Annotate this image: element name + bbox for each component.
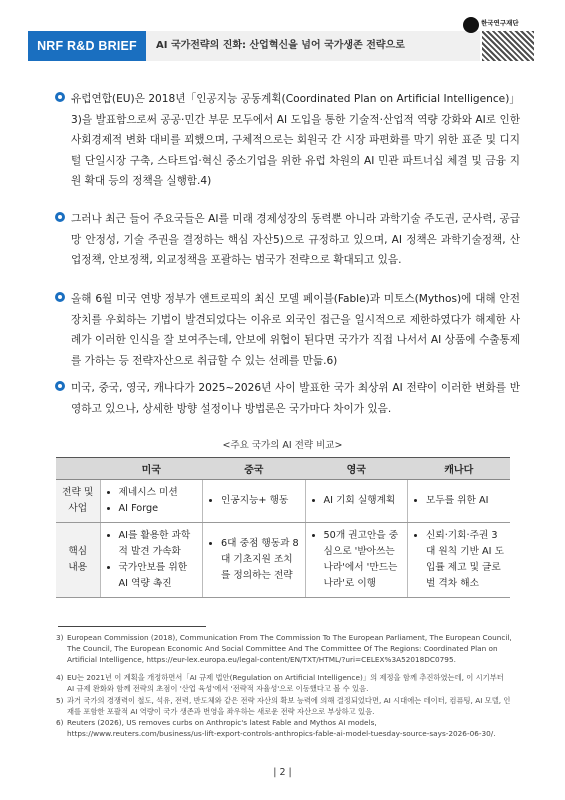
bullet-icon	[55, 292, 65, 302]
cell-list-item: • 인공지능+ 행동	[221, 493, 301, 509]
row-header-line: 전략 및	[62, 487, 94, 498]
cell-list-item: • 제네시스 미션	[119, 485, 199, 501]
table-cell	[203, 523, 306, 598]
header-title: AI 국가전략의 진화: 산업혁신을 넘어 국가생존 전략으로	[156, 40, 405, 51]
bullet-item	[55, 209, 520, 271]
table-cell	[305, 523, 408, 598]
cell-list-item: • AI를 활용한 과학적 발견 가속화	[119, 528, 199, 560]
table-header-row	[56, 458, 510, 480]
header-bar	[28, 31, 480, 61]
cell-list-item: • AI 기회 실행계획	[324, 493, 404, 509]
table-row	[56, 523, 510, 598]
row-header-line: 사업	[68, 503, 88, 514]
cell-list	[105, 485, 199, 517]
bullet-icon	[55, 212, 65, 222]
cell-list-item: • 신뢰·기회·주권 3대 원칙 기반 AI 도입률 제고 및 글로벌 격차 해소	[426, 528, 506, 592]
table-cell	[203, 480, 306, 523]
bullet-icon	[55, 92, 65, 102]
table-header-cell: 영국	[305, 458, 408, 480]
footnote	[56, 717, 512, 739]
footnote-divider	[58, 626, 206, 627]
footnote-text: Reuters (2026), US removes curbs on Anthropic's latest Fable and Mythos AI models, https://www.reuters.com/business/us-lift-export-controls-anthropics-fable-ai-model-tuesday-source-says-2026-06-30/.	[67, 718, 496, 738]
table-cell	[305, 480, 408, 523]
row-header-cell	[56, 523, 100, 598]
footnote-number: 4)	[56, 673, 64, 682]
footnote-text: European Commission (2018), Communication From The Commission To The European Parliament, The European Council, The Council, The European Economic And Social Committee And The Committee Of The Regions: Coordinated Plan on Artificial Intelligence, https://eur-lex.europa.eu/legal-content/EN/TXT/HTML/?uri=CELEX%3A52018DC0795.	[67, 633, 512, 664]
table-header-cell	[56, 458, 100, 480]
table-cell	[408, 480, 511, 523]
table-header-cell: 캐나다	[408, 458, 511, 480]
cell-list	[310, 528, 404, 592]
cell-list	[412, 493, 506, 509]
table-row	[56, 480, 510, 523]
footnote	[56, 632, 512, 665]
table-header-cell: 미국	[100, 458, 203, 480]
bullet-text: 올해 6월 미국 연방 정부가 앤트로픽의 최신 모델 페이블(Fable)과 미토스(Mythos)에 대해 안전장치를 우회하는 기법이 발견되었다는 이유로 외국인 접근을 일시적으로 제한하였다가 해제한 사례가 이러한 인식을 잘 보여주는데, 안보에 위협이 된다면 국가가 직접 나서서 AI 상품에 수출통제를 가하는 등 전략자산으로 취급할 수 있는 선례를 만듦.6)	[71, 293, 520, 367]
page-number: | 2 |	[273, 767, 292, 778]
brief-label: NRF R&D BRIEF	[28, 31, 146, 61]
cell-list-item: • 국가안보를 위한 AI 역량 촉진	[119, 560, 199, 592]
footnote-number: 6)	[56, 718, 64, 727]
footnote-number: 5)	[56, 696, 64, 705]
org-name: 한국연구재단	[481, 19, 519, 27]
table-header-cell: 중국	[203, 458, 306, 480]
strategy-comparison-table	[56, 457, 510, 598]
row-header-cell	[56, 480, 100, 523]
cell-list-item: • 6대 중점 행동과 8대 기초지원 조치를 정의하는 전략	[221, 536, 301, 584]
bullet-item	[55, 289, 520, 371]
bullet-icon	[55, 381, 65, 391]
bullet-item	[55, 89, 520, 192]
cell-list	[412, 528, 506, 592]
table-cell	[100, 523, 203, 598]
table-caption: <주요 국가의 AI 전략 비교>	[222, 440, 343, 451]
footnote	[56, 695, 512, 717]
bullet-text: 유럽연합(EU)은 2018년「인공지능 공동계획(Coordinated Plan on Artificial Intelligence)」3)을 발표함으로써 공공·민간 부문 모두에서 AI 도입을 통한 기술적·산업적 역량 강화와 AI로 인한 사회경제적 변화 대비를 꾀했으며, 구체적으로는 회원국 간 시장 파편화를 막기 위한 표준 및 디지털 단일시장 구축, 스타트업·혁신 중소기업을 위한 유럽 차원의 AI 민관 파트너십 체결 및 금융 지원 확대 등의 정책을 실행함.4)	[71, 93, 520, 187]
nrf-logo-icon	[463, 17, 479, 33]
cell-list	[310, 493, 404, 509]
bullet-text: 그러나 최근 들어 주요국들은 AI를 미래 경제성장의 동력뿐 아니라 과학기술 주도권, 군사력, 공급망 안정성, 기술 주권을 결정하는 핵심 자산5)으로 규정하고 있으며, AI 정책은 과학기술정책, 산업정책, 안보정책, 외교정책을 포괄하는 범국가 전략으로 확대되고 있음.	[71, 213, 520, 266]
row-header-line: 내용	[68, 562, 88, 573]
row-header-line: 핵심	[68, 546, 88, 557]
cell-list-item: • 50개 권고안을 중심으로 '받아쓰는 나라'에서 '만드는 나라'로 이행	[324, 528, 404, 592]
table-cell	[408, 523, 511, 598]
cell-list-item: • AI Forge	[119, 501, 199, 517]
footnote-text: EU는 2021년 이 계획을 개정하면서「AI 규제 법안(Regulation on Artificial Intelligence)」의 제정을 함께 추진하였는데, 이 시기부터 AI 규제 완화와 함께 전략의 초점이 '산업 육성'에서 '전략적 자율성'으로 이동했다고 볼 수 있음.	[67, 673, 504, 693]
footnote	[56, 672, 512, 694]
qr-code-icon	[482, 31, 534, 61]
cell-list	[207, 493, 301, 509]
footnote-number: 3)	[56, 633, 64, 642]
footnote-text: 과거 국가의 경쟁력이 철도, 석유, 전력, 반도체와 같은 전략 자산의 확보 능력에 의해 결정되었다면, AI 시대에는 데이터, 컴퓨팅, AI 모델, 인재를 포함한 포괄적 AI 역량이 국가 생존과 번영을 좌우하는 새로운 전략 자산으로 부상하고 있음.	[67, 696, 511, 716]
cell-list-item: • 모두를 위한 AI	[426, 493, 506, 509]
table-cell	[100, 480, 203, 523]
bullet-item	[55, 378, 520, 419]
cell-list	[105, 528, 199, 592]
bullet-text: 미국, 중국, 영국, 캐나다가 2025~2026년 사이 발표한 국가 최상위 AI 전략이 이러한 변화를 반영하고 있으나, 상세한 방향 설정이나 방법론은 국가마다 차이가 있음.	[71, 382, 520, 415]
cell-list	[207, 536, 301, 584]
